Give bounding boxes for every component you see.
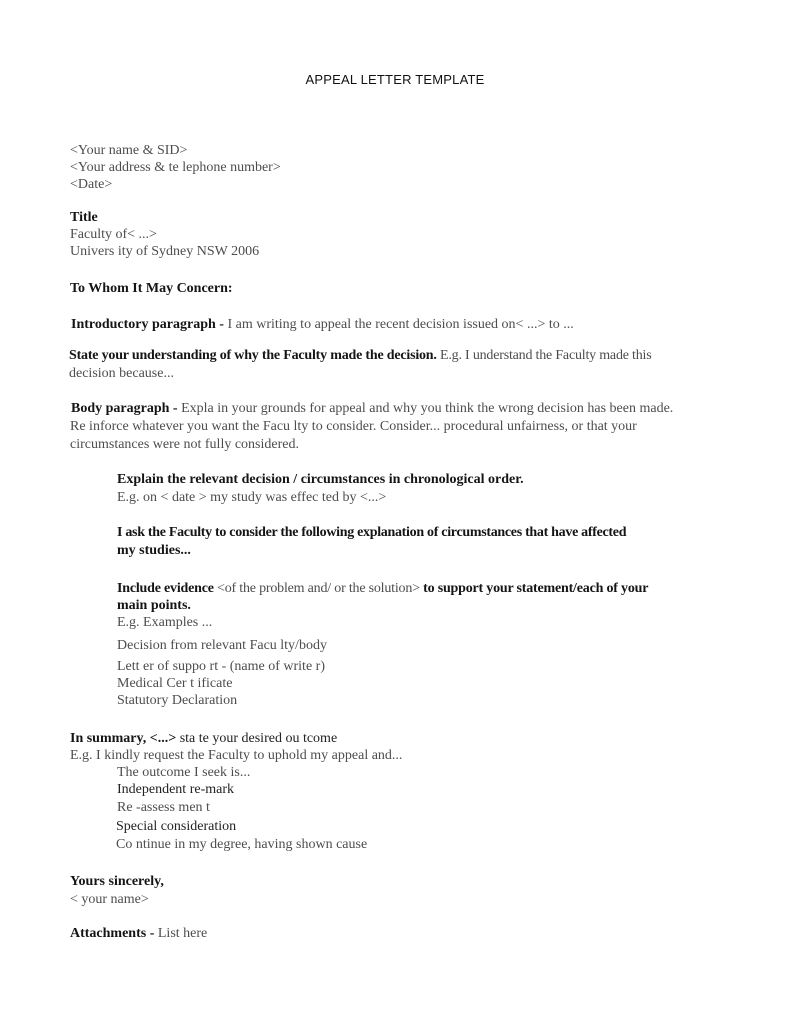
intro-text: I am writing to appeal the recent decision issued on< ...> to ... — [223, 317, 574, 332]
sender-address-phone: <Your address & te lephone number> — [70, 160, 281, 175]
summary-outcome: Re -assess men t — [117, 800, 210, 815]
summary-outcome: The outcome I seek is... — [117, 765, 251, 780]
recipient-university: Univers ity of Sydney NSW 2006 — [70, 244, 260, 259]
intro-paragraph — [71, 316, 574, 333]
summary-text: sta te your desired ou tcome — [176, 731, 338, 746]
understanding-paragraph — [69, 347, 652, 364]
evidence-label-end: to support your statement/each of your — [419, 581, 649, 596]
recipient-faculty: Faculty of< ...> — [70, 227, 157, 242]
evidence-placeholder: <of the problem and/ or the solution> — [213, 581, 420, 596]
evidence-item: Statutory Declaration — [117, 693, 238, 708]
closing-signoff: Yours sincerely, — [70, 874, 164, 889]
page-title: APPEAL LETTER TEMPLATE — [305, 72, 485, 87]
summary-outcome: Independent re-mark — [117, 782, 234, 797]
evidence-item: Lett er of suppo rt - (name of write r) — [117, 659, 325, 674]
body-line1-text: Expla in your grounds for appeal and why you think the wrong decision has been made. — [177, 401, 674, 416]
salutation: To Whom It May Concern: — [70, 281, 233, 296]
attachments-text: List here — [154, 926, 208, 941]
recipient-title: Title — [70, 210, 98, 225]
understanding-text-line2: decision because... — [69, 366, 174, 381]
sender-name-sid: <Your name & SID> — [70, 143, 188, 158]
summary-line — [70, 730, 337, 747]
attachments-line — [70, 925, 207, 942]
attachments-label: Attachments - — [70, 926, 155, 941]
sender-date: <Date> — [70, 177, 113, 192]
body-paragraph-line1 — [71, 400, 673, 417]
evidence-item: Medical Cer t ificate — [117, 676, 233, 691]
summary-label: In summary, <...> — [70, 731, 177, 746]
evidence-line1 — [117, 580, 648, 597]
understanding-text: E.g. I understand the Faculty made this — [436, 348, 652, 363]
summary-outcome: Special consideration — [116, 819, 237, 834]
body-label: Body paragraph - — [71, 401, 178, 416]
body-paragraph-line3: circumstances were not fully considered. — [70, 437, 299, 452]
ask-line1: I ask the Faculty to consider the following explanation of circumstances that have affected — [117, 525, 627, 540]
evidence-examples-intro: E.g. Examples ... — [117, 615, 213, 630]
evidence-label-line2: main points. — [117, 598, 191, 613]
summary-example: E.g. I kindly request the Faculty to uphold my appeal and... — [70, 748, 403, 763]
body-paragraph-line2: Re inforce whatever you want the Facu lty to consider. Consider... procedural unfairness, or that your — [70, 419, 637, 434]
explain-heading: Explain the relevant decision / circumstances in chronological order. — [117, 472, 524, 487]
understanding-label: State your understanding of why the Faculty made the decision. — [69, 348, 437, 363]
intro-label: Introductory paragraph - — [71, 317, 224, 332]
evidence-item: Decision from relevant Facu lty/body — [117, 638, 327, 653]
evidence-label-start: Include evidence — [117, 581, 214, 596]
explain-example: E.g. on < date > my study was effec ted by <...> — [117, 490, 387, 505]
summary-outcome: Co ntinue in my degree, having shown cause — [116, 837, 368, 852]
ask-line2: my studies... — [117, 543, 191, 558]
closing-name: < your name> — [70, 892, 149, 907]
